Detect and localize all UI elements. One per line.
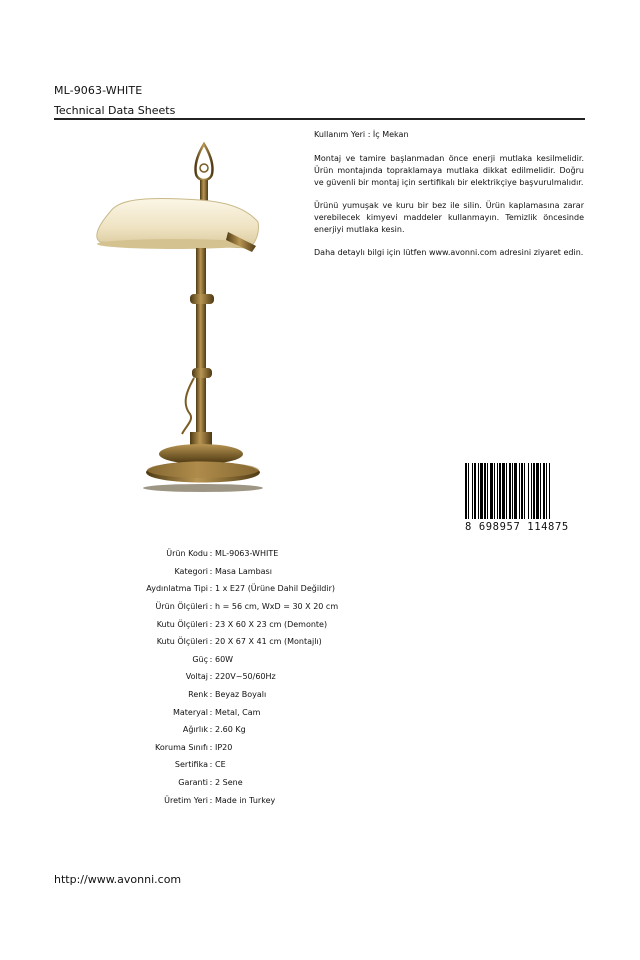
spec-label: Ürün Ölçüleri xyxy=(155,602,208,612)
safety-note: Montaj ve tamire başlanmadan önce enerji mutlaka kesilmelidir. Ürün montajında topraklamaya mutlaka dikkat edilmelidir. Doğru ve güvenli bir montaj için sertifikalı bir elektrikçiye başvurulmalıdır. xyxy=(314,154,584,187)
document-header xyxy=(54,84,584,117)
spec-row xyxy=(100,651,338,669)
spec-label: Kutu Ölçüleri xyxy=(156,619,208,629)
spec-value: IP20 xyxy=(215,742,233,752)
usage-location: Kullanım Yeri : İç Mekan xyxy=(314,130,409,139)
spec-row xyxy=(100,721,338,739)
spec-row xyxy=(100,703,338,721)
website-note: Daha detaylı bilgi için lütfen www.avonni.com adresini ziyaret edin. xyxy=(314,248,584,257)
spec-row xyxy=(100,774,338,792)
spec-label: Ağırlık xyxy=(182,725,208,735)
spec-value: 2.60 Kg xyxy=(215,725,246,735)
footer-website: http://www.avonni.com xyxy=(54,873,182,886)
spec-separator: : xyxy=(209,619,213,629)
spec-value: 20 X 67 X 41 cm (Montajlı) xyxy=(215,637,322,647)
spec-label: Kutu Ölçüleri xyxy=(156,637,208,647)
spec-separator: : xyxy=(209,707,213,717)
spec-separator: : xyxy=(209,566,213,576)
spec-row xyxy=(100,633,338,651)
spec-value: Made in Turkey xyxy=(215,795,276,805)
spec-row xyxy=(100,739,338,757)
barcode-bars xyxy=(465,463,585,519)
spec-separator: : xyxy=(209,672,213,682)
spec-label: Ürün Kodu xyxy=(166,549,208,559)
barcode-number: 8 698957 114875 xyxy=(465,521,569,533)
spec-row xyxy=(100,615,338,633)
barcode xyxy=(465,463,585,533)
spec-separator: : xyxy=(209,584,213,594)
spec-value: 2 Sene xyxy=(215,778,243,788)
document-subtitle: Technical Data Sheets xyxy=(54,104,176,117)
spec-label: Kategori xyxy=(174,566,208,576)
header-divider xyxy=(54,118,585,120)
spec-label: Güç xyxy=(192,654,208,664)
spec-separator: : xyxy=(209,778,213,788)
spec-row xyxy=(100,756,338,774)
spec-separator: : xyxy=(209,654,213,664)
spec-separator: : xyxy=(209,742,213,752)
spec-separator: : xyxy=(209,760,213,770)
spec-value: h = 56 cm, WxD = 30 X 20 cm xyxy=(215,602,339,612)
usage-notes xyxy=(314,129,584,270)
spec-value: 60W xyxy=(215,654,234,664)
desk-lamp-image xyxy=(90,142,280,498)
spec-label: Voltaj xyxy=(185,672,208,682)
spec-label: Koruma Sınıfı xyxy=(155,742,208,752)
spec-value: 23 X 60 X 23 cm (Demonte) xyxy=(215,619,328,629)
spec-row xyxy=(100,545,338,563)
spec-label: Materyal xyxy=(172,707,208,717)
spec-separator: : xyxy=(209,602,213,612)
spec-value: 220V~50/60Hz xyxy=(215,672,276,682)
spec-separator: : xyxy=(209,795,213,805)
spec-label: Renk xyxy=(188,690,208,700)
spec-value: Beyaz Boyalı xyxy=(215,690,267,700)
spec-separator: : xyxy=(209,690,213,700)
spec-separator: : xyxy=(209,549,213,559)
spec-row xyxy=(100,686,338,704)
spec-table xyxy=(100,545,338,809)
spec-label: Sertifika xyxy=(174,760,208,770)
spec-row xyxy=(100,563,338,581)
spec-label: Garanti xyxy=(178,778,208,788)
spec-value: ML-9063-WHITE xyxy=(215,549,279,559)
spec-label: Aydınlatma Tipi xyxy=(146,584,208,594)
spec-value: CE xyxy=(215,760,226,770)
spec-value: 1 x E27 (Ürüne Dahil Değildir) xyxy=(215,584,335,594)
spec-row xyxy=(100,791,338,809)
spec-row xyxy=(100,580,338,598)
product-code-title: ML-9063-WHITE xyxy=(54,84,143,97)
cleaning-note: Ürünü yumuşak ve kuru bir bez ile silin. Ürün kaplamasına zarar verebilecek kimyevi maddeler kullanmayın. Temizlik öncesinde enerjiyi mutlaka kesin. xyxy=(314,201,584,234)
spec-row xyxy=(100,668,338,686)
spec-separator: : xyxy=(209,725,213,735)
spec-value: Masa Lambası xyxy=(215,566,272,576)
spec-separator: : xyxy=(209,637,213,647)
spec-value: Metal, Cam xyxy=(215,707,261,717)
spec-label: Üretim Yeri xyxy=(164,795,208,805)
spec-row xyxy=(100,598,338,616)
